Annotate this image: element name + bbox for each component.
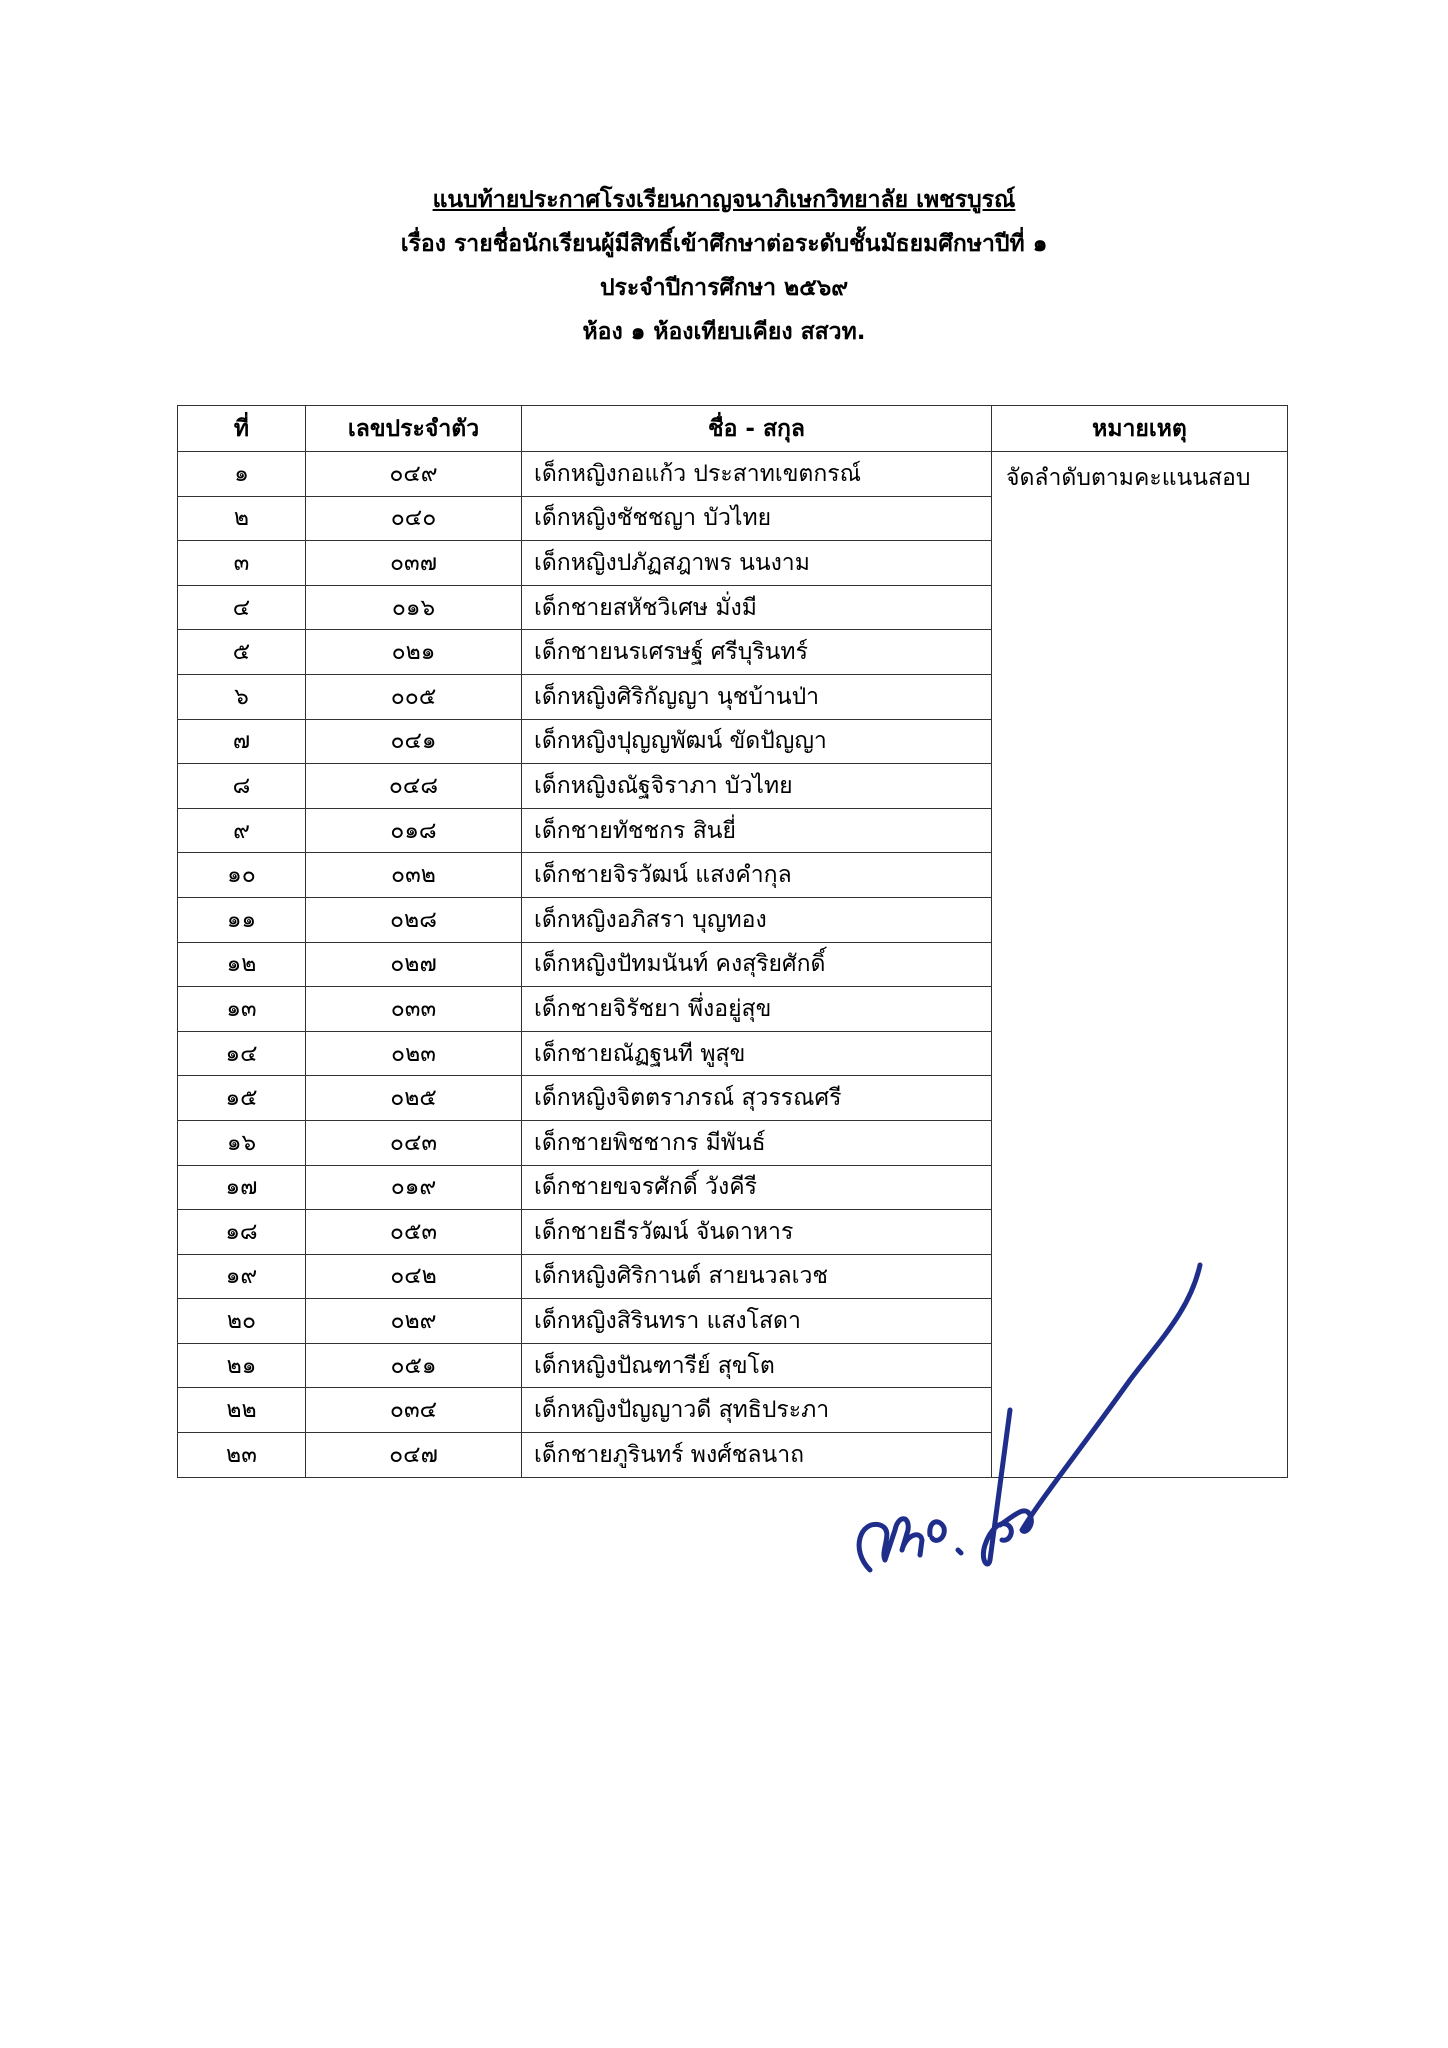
cell-number: ๒๓ [178, 1433, 306, 1478]
cell-student-id: ๐๒๙ [306, 1299, 522, 1344]
cell-student-id: ๐๔๑ [306, 719, 522, 764]
cell-number: ๑๙ [178, 1254, 306, 1299]
table-header-row [178, 406, 1288, 452]
cell-number: ๑๑ [178, 897, 306, 942]
header-academic-year: ประจำปีการศึกษา ๒๕๖๙ [599, 275, 849, 301]
table-row [178, 452, 1288, 497]
cell-full-name: เด็กหญิงศิริกานต์ สายนวลเวช [522, 1254, 992, 1299]
document-header [0, 178, 1448, 354]
cell-number: ๑๐ [178, 853, 306, 898]
column-header-number: ที่ [178, 406, 306, 452]
cell-remark: จัดลำดับตามคะแนนสอบ [992, 452, 1288, 1478]
header-room: ห้อง ๑ ห้องเทียบเคียง สสวท. [582, 319, 866, 345]
cell-full-name: เด็กหญิงณัฐจิราภา บัวไทย [522, 764, 992, 809]
header-subject: เรื่อง รายชื่อนักเรียนผู้มีสิทธิ์เข้าศึกษาต่อระดับชั้นมัธยมศึกษาปีที่ ๑ [400, 231, 1048, 257]
cell-student-id: ๐๒๘ [306, 897, 522, 942]
cell-student-id: ๐๒๗ [306, 942, 522, 987]
cell-student-id: ๐๕๑ [306, 1343, 522, 1388]
cell-number: ๒๑ [178, 1343, 306, 1388]
cell-student-id: ๐๑๖ [306, 585, 522, 630]
cell-number: ๕ [178, 630, 306, 675]
cell-full-name: เด็กหญิงปุญญพัฒน์ ขัดปัญญา [522, 719, 992, 764]
cell-full-name: เด็กชายณัฏฐนที พูสุข [522, 1031, 992, 1076]
cell-student-id: ๐๐๕ [306, 674, 522, 719]
cell-number: ๑๗ [178, 1165, 306, 1210]
cell-full-name: เด็กชายขจรศักดิ์ วังคีรี [522, 1165, 992, 1210]
cell-full-name: เด็กหญิงจิตตราภรณ์ สุวรรณศรี [522, 1076, 992, 1121]
signature-image [840, 1250, 1240, 1630]
cell-full-name: เด็กชายจิรัชยา พึ่งอยู่สุข [522, 987, 992, 1032]
cell-full-name: เด็กชายสหัชวิเศษ มั่งมี [522, 585, 992, 630]
cell-full-name: เด็กหญิงปัณฑารีย์ สุขโต [522, 1343, 992, 1388]
cell-student-id: ๐๔๐ [306, 496, 522, 541]
cell-student-id: ๐๒๑ [306, 630, 522, 675]
cell-number: ๑๒ [178, 942, 306, 987]
cell-number: ๔ [178, 585, 306, 630]
cell-number: ๒ [178, 496, 306, 541]
column-header-student-id: เลขประจำตัว [306, 406, 522, 452]
cell-student-id: ๐๒๓ [306, 1031, 522, 1076]
cell-number: ๑ [178, 452, 306, 497]
cell-number: ๑๓ [178, 987, 306, 1032]
cell-number: ๒๒ [178, 1388, 306, 1433]
cell-student-id: ๐๔๗ [306, 1433, 522, 1478]
cell-student-id: ๐๓๒ [306, 853, 522, 898]
cell-full-name: เด็กชายธีรวัฒน์ จันดาหาร [522, 1210, 992, 1255]
cell-number: ๗ [178, 719, 306, 764]
column-header-full-name: ชื่อ - สกุล [522, 406, 992, 452]
cell-full-name: เด็กชายจิรวัฒน์ แสงคำกุล [522, 853, 992, 898]
cell-student-id: ๐๕๓ [306, 1210, 522, 1255]
cell-number: ๖ [178, 674, 306, 719]
cell-full-name: เด็กหญิงปัทมนันท์ คงสุริยศักดิ์ [522, 942, 992, 987]
column-header-remark: หมายเหตุ [992, 406, 1288, 452]
cell-student-id: ๐๒๕ [306, 1076, 522, 1121]
cell-number: ๓ [178, 541, 306, 586]
cell-full-name: เด็กหญิงชัชชญา บัวไทย [522, 496, 992, 541]
cell-student-id: ๐๔๓ [306, 1120, 522, 1165]
cell-full-name: เด็กชายทัชชกร สินยี่ [522, 808, 992, 853]
cell-number: ๑๕ [178, 1076, 306, 1121]
cell-number: ๒๐ [178, 1299, 306, 1344]
cell-student-id: ๐๔๙ [306, 452, 522, 497]
header-title: แนบท้ายประกาศโรงเรียนกาญจนาภิเษกวิทยาลัย เพชรบูรณ์ [432, 187, 1016, 213]
cell-student-id: ๐๔๘ [306, 764, 522, 809]
cell-number: ๙ [178, 808, 306, 853]
cell-student-id: ๐๓๔ [306, 1388, 522, 1433]
cell-number: ๑๘ [178, 1210, 306, 1255]
cell-full-name: เด็กหญิงสิรินทรา แสงโสดา [522, 1299, 992, 1344]
cell-full-name: เด็กชายนรเศรษฐ์ ศรีบุรินทร์ [522, 630, 992, 675]
cell-full-name: เด็กชายภูรินทร์ พงศ์ชลนาถ [522, 1433, 992, 1478]
cell-full-name: เด็กหญิงปภัฏสฎาพร นนงาม [522, 541, 992, 586]
cell-full-name: เด็กหญิงอภิสรา บุญทอง [522, 897, 992, 942]
cell-student-id: ๐๑๙ [306, 1165, 522, 1210]
cell-full-name: เด็กหญิงปัญญาวดี สุทธิประภา [522, 1388, 992, 1433]
cell-full-name: เด็กชายพิชชากร มีพันธ์ [522, 1120, 992, 1165]
cell-full-name: เด็กหญิงศิริกัญญา นุชบ้านป่า [522, 674, 992, 719]
cell-number: ๑๖ [178, 1120, 306, 1165]
cell-student-id: ๐๑๘ [306, 808, 522, 853]
cell-full-name: เด็กหญิงกอแก้ว ประสาทเขตกรณ์ [522, 452, 992, 497]
cell-student-id: ๐๓๓ [306, 987, 522, 1032]
cell-student-id: ๐๔๒ [306, 1254, 522, 1299]
cell-number: ๘ [178, 764, 306, 809]
cell-student-id: ๐๓๗ [306, 541, 522, 586]
cell-number: ๑๔ [178, 1031, 306, 1076]
